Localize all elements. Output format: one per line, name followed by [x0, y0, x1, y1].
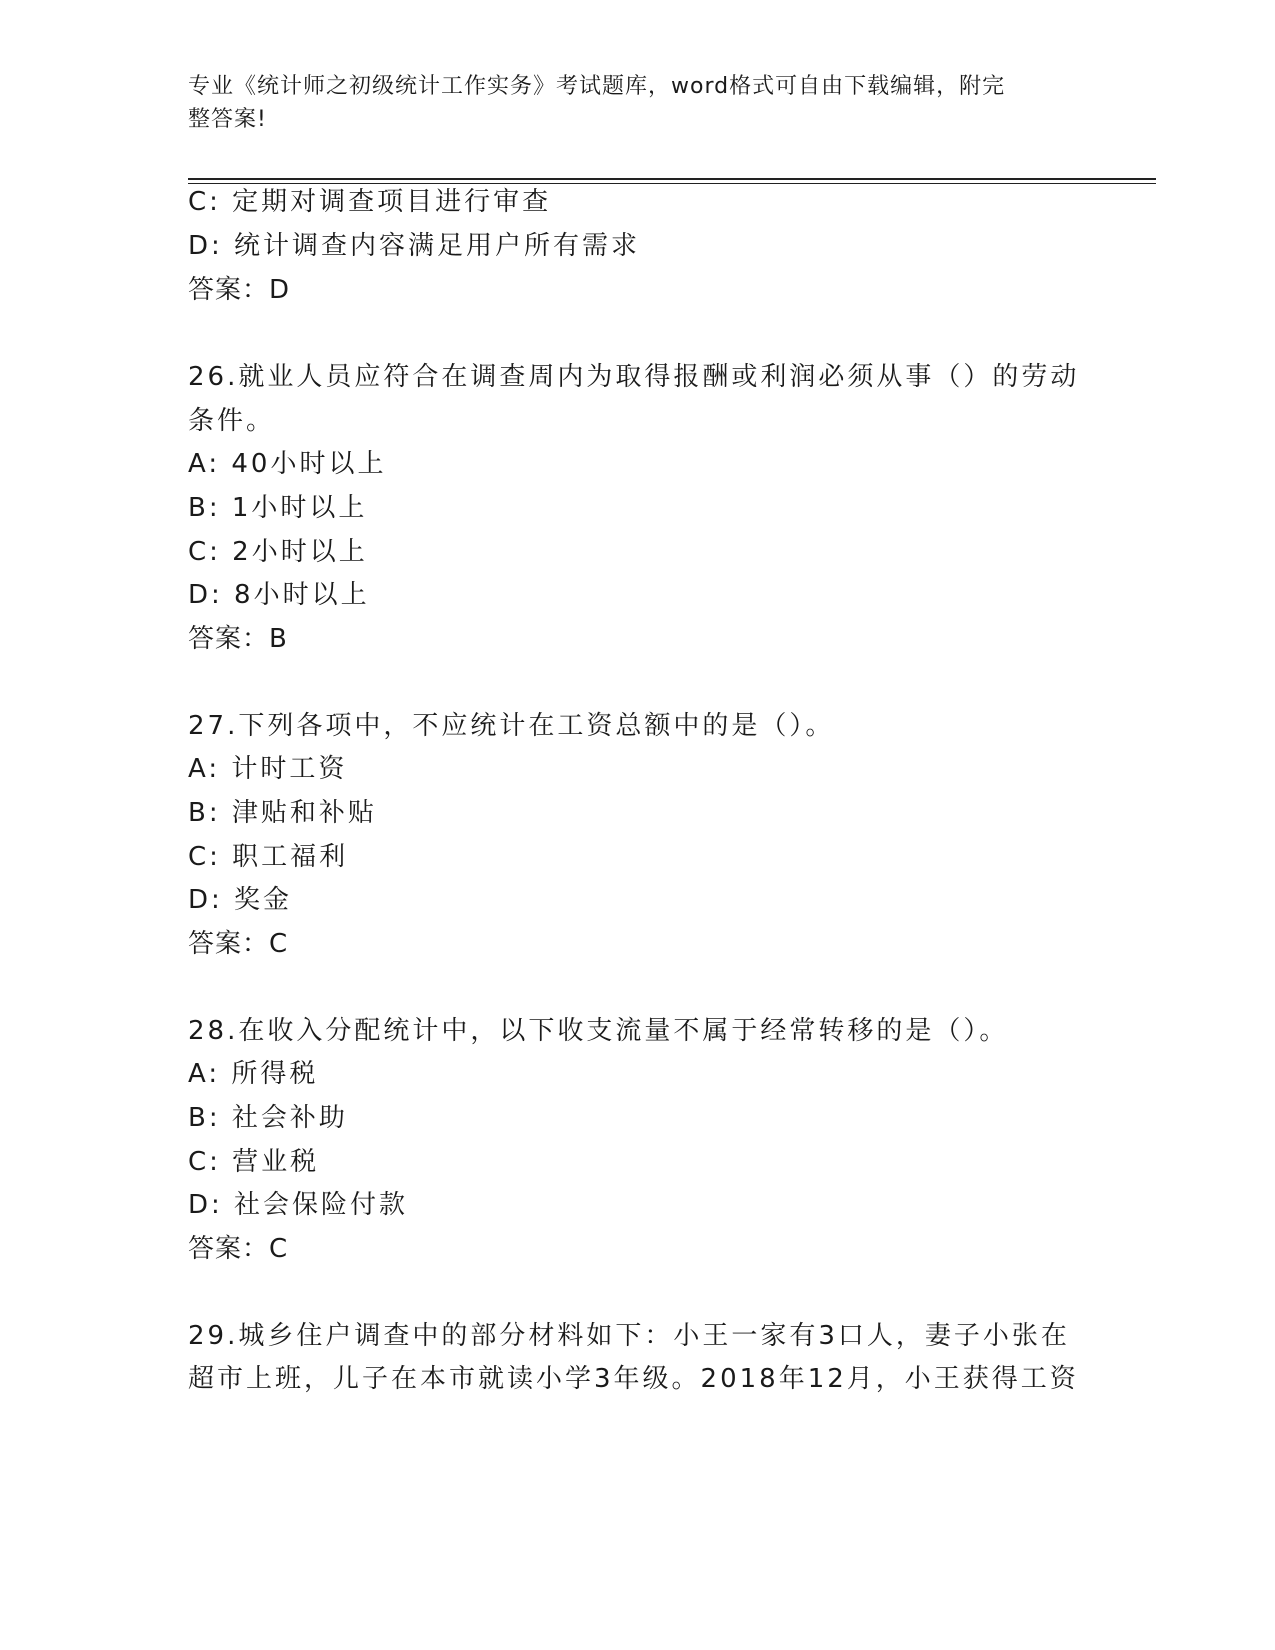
- q28-option-b: B: 社会补助: [188, 1103, 348, 1133]
- header-divider-thin: [188, 183, 1156, 184]
- q26-answer: 答案：B: [188, 624, 288, 654]
- q25-option-d: D: 统计调查内容满足用户所有需求: [188, 231, 641, 261]
- q27-option-a: A: 计时工资: [188, 754, 348, 784]
- q26-option-a: A: 40小时以上: [188, 449, 387, 479]
- q28-option-a: A: 所得税: [188, 1059, 319, 1089]
- header-line-2: 整答案!: [188, 107, 267, 132]
- q26-option-c: C: 2小时以上: [188, 537, 368, 567]
- q28-option-d: D: 社会保险付款: [188, 1190, 409, 1220]
- header-line-1: 专业《统计师之初级统计工作实务》考试题库，word格式可自由下载编辑，附完: [188, 74, 1006, 99]
- q27-option-b: B: 津贴和补贴: [188, 798, 377, 828]
- q29-stem-line-1: 29.城乡住户调查中的部分材料如下：小王一家有3口人，妻子小张在: [188, 1321, 1070, 1351]
- q26-stem-line-2: 条件。: [188, 406, 276, 436]
- q27-answer: 答案：C: [188, 929, 289, 959]
- q28-answer: 答案：C: [188, 1234, 289, 1264]
- q28-option-c: C: 营业税: [188, 1147, 320, 1177]
- q27-option-c: C: 职工福利: [188, 842, 349, 872]
- header-divider: [188, 178, 1156, 180]
- q25-answer: 答案：D: [188, 275, 291, 305]
- q27-option-d: D: 奖金: [188, 885, 293, 915]
- q26-option-d: D: 8小时以上: [188, 580, 370, 610]
- q28-stem: 28.在收入分配统计中，以下收支流量不属于经常转移的是（）。: [188, 1016, 1009, 1046]
- q25-option-c: C: 定期对调查项目进行审查: [188, 187, 552, 217]
- document-header: [188, 70, 1068, 136]
- q29-stem-line-2: 超市上班，儿子在本市就读小学3年级。2018年12月，小王获得工资: [188, 1364, 1079, 1394]
- q27-stem: 27.下列各项中，不应统计在工资总额中的是（）。: [188, 711, 835, 741]
- q26-stem-line-1: 26.就业人员应符合在调查周内为取得报酬或利润必须从事（）的劳动: [188, 362, 1080, 392]
- q26-option-b: B: 1小时以上: [188, 493, 368, 523]
